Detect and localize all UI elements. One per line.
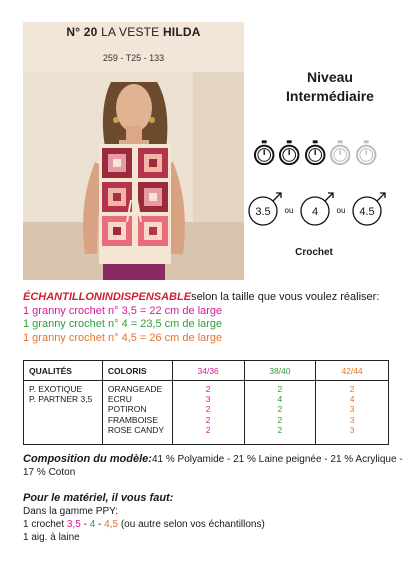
hook-size-1 [249,193,281,225]
hook-size-2 [301,193,333,225]
pattern-title [23,25,244,39]
hook-separator-1: ou [284,206,294,215]
hook-size-1-label: 3.5 [255,206,271,218]
gauge-intro: selon la taille que vous voulez réaliser: [191,291,380,303]
material-hooks-line [23,518,408,531]
hook-prefix: 1 crochet [23,519,67,530]
gauge-line: 1 granny crochet n° 4 = 23,5 cm de large [23,318,223,330]
hero-panel [23,22,244,280]
header-qualities: QUALITÉS [24,361,103,381]
pattern-header [23,22,244,72]
hook-size-2-label: 4 [311,206,319,218]
hook-size: 4,5 [104,519,119,530]
size-quantities-cell: 2 4 3 3 3 [316,381,389,445]
size-quantities-cell: 2 3 2 2 2 [172,381,244,445]
gauge-line: 1 granny crochet n° 3,5 = 22 cm de large [23,304,223,317]
material-label: Pour le matériel, il vous faut: [23,492,174,504]
hook-sizes [247,190,407,228]
vest-right [135,144,171,264]
pattern-reference: 259 - T25 - 133 [102,53,165,63]
composition-section [23,453,408,479]
colors-cell: ORANGEADE ECRU POTIRON FRAMBOISE ROSE CANDY [102,381,172,445]
composition-text: 41 % Polyamide - 21 % Laine peignée - 21 % Acrylique - 17 % Coton [23,454,403,478]
gauge-line: 1 granny crochet n° 4,5 = 26 cm de large [23,331,223,344]
header-size: 38/40 [244,361,316,381]
stopwatch-icon-inactive [329,138,351,168]
material-line: Dans la gamme PPY: [23,506,119,517]
header-size: 34/36 [172,361,244,381]
hook-size-3 [353,193,385,225]
stopwatch-icon [278,138,300,168]
header-size: 42/44 [316,361,389,381]
stopwatch-icon-inactive [355,138,377,168]
pattern-number: N° 20 [66,25,98,39]
stopwatch-icon [253,138,275,168]
material-section [23,492,408,544]
difficulty-timers [253,138,377,170]
hook-suffix: (ou autre selon vos échantillons) [118,519,265,530]
material-line: 1 aig. à laine [23,532,80,543]
size-quantities-cell: 2 4 2 2 2 [244,381,316,445]
difficulty-level [250,68,410,106]
gauge-section [23,291,408,345]
hook-size-3-label: 4.5 [359,206,375,218]
pattern-title-plain: LA VESTE [101,25,160,39]
gauge-heading [23,291,408,305]
stopwatch-icon [304,138,326,168]
qualities-cell: P. EXOTIQUE P. PARTNER 3,5 [24,381,103,445]
yarn-table [23,360,389,445]
table-row [24,381,389,445]
craft-type: Crochet [295,247,333,258]
model-photo [23,72,244,280]
composition-label: Composition du modèle: [23,453,152,465]
gauge-label: ÉCHANTILLONINDISPENSABLE [23,291,192,303]
table-header-row [24,361,389,381]
hook-separator-2: ou [336,206,346,215]
pattern-title-bold: HILDA [162,25,201,39]
hook-size: 4 [89,519,96,530]
hook-sep: - [80,519,90,530]
level-value: Intermédiaire [286,88,374,104]
header-colors: COLORIS [102,361,172,381]
level-label: Niveau [307,69,353,85]
hook-size: 3,5 [66,519,81,530]
hook-sep: - [95,519,105,530]
